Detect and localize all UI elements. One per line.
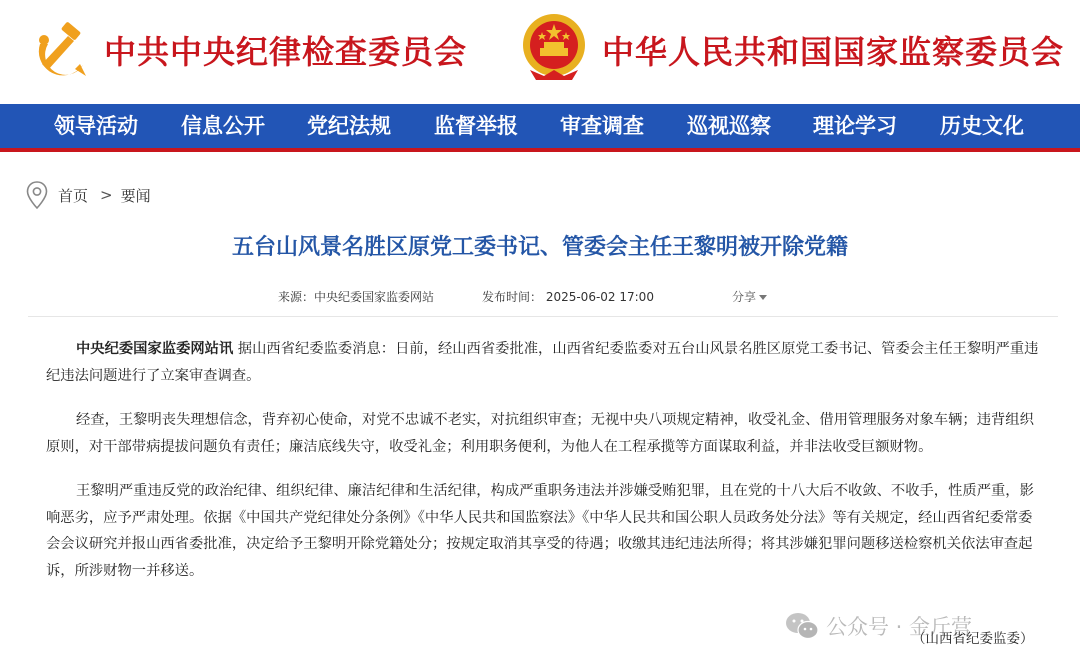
- national-emblem-icon: [520, 12, 588, 82]
- nav-item-leadership[interactable]: 领导活动: [54, 113, 138, 138]
- nav-item-investigation[interactable]: 审查调查: [560, 113, 644, 138]
- breadcrumb: [26, 180, 151, 210]
- article-paragraph-1-text: 据山西省纪委监委消息：日前，经山西省委批准，山西省纪委监委对五台山风景名胜区原党工委书记、管委会主任王黎明严重违纪违法问题进行了立案审查调查。: [46, 341, 1039, 384]
- share-label: 分享: [732, 290, 757, 304]
- org-title-ccdi: 中共中央纪律检查委员会: [104, 33, 468, 71]
- article-body: [46, 336, 1042, 602]
- article-publish-time: 发布时间： 2025-06-02 17:00: [482, 290, 654, 304]
- article-lead: 中央纪委国家监委网站讯: [76, 341, 234, 357]
- article-source: 来源：中央纪委国家监委网站: [278, 290, 435, 304]
- nav-item-info-disclosure[interactable]: 信息公开: [181, 113, 265, 138]
- org-title-nsc: 中华人民共和国国家监察委员会: [602, 33, 1065, 71]
- breadcrumb-separator: >: [100, 186, 113, 204]
- article-paragraph: [46, 336, 1042, 389]
- chevron-down-icon: [759, 295, 767, 300]
- article-paragraph: 经查，王黎明丧失理想信念，背弃初心使命，对党不忠诚不老实，对抗组织审查；无视中央八项规定精神，收受礼金、借用管理服务对象车辆；违背组织原则，对干部带病提拔问题负有责任；廉洁底线失守，收受礼金；利用职务便利，为他人在工程承揽等方面谋取利益，并非法收受巨额财物。: [46, 412, 1034, 455]
- nav-item-history[interactable]: 历史文化: [940, 113, 1024, 138]
- share-button[interactable]: [732, 288, 767, 306]
- nav-item-report[interactable]: 监督举报: [434, 113, 518, 138]
- main-nav: [0, 104, 1080, 148]
- article-paragraph: 王黎明严重违反党的政治纪律、组织纪律、廉洁纪律和生活纪律，构成严重职务违法并涉嫌受贿犯罪，且在党的十八大后不收敛、不收手，性质严重，影响恶劣，应予严肃处理。依据《中国共产党纪律处分条例》《中华人民共和国监察法》《中华人民共和国公职人员政务处分法》等有关规定，经山西省纪委常委会会议研究并报山西省委批准，决定给予王黎明开除党籍处分；按规定取消其享受的待遇；收缴其违纪违法所得；将其涉嫌犯罪问题移送检察机关依法审查起诉，所涉财物一并移送。: [46, 483, 1034, 579]
- site-header: [0, 0, 1080, 104]
- watermark-text: 公众号 · 金斤营: [826, 615, 973, 639]
- wechat-icon: [784, 611, 820, 641]
- article-signature: （山西省纪委监委）: [912, 631, 1034, 647]
- nav-item-regulations[interactable]: 党纪法规: [307, 113, 391, 138]
- nav-item-theory[interactable]: 理论学习: [813, 113, 897, 138]
- breadcrumb-current-link[interactable]: 要闻: [120, 186, 151, 205]
- breadcrumb-home-link[interactable]: 首页: [58, 186, 89, 205]
- location-pin-icon: [26, 181, 48, 209]
- nav-item-inspection[interactable]: 巡视巡察: [687, 113, 771, 138]
- nav-underline: [0, 148, 1080, 152]
- divider: [28, 316, 1058, 317]
- article-title: 五台山风景名胜区原党工委书记、管委会主任王黎明被开除党籍: [231, 235, 848, 260]
- ccp-emblem-icon: [28, 14, 94, 80]
